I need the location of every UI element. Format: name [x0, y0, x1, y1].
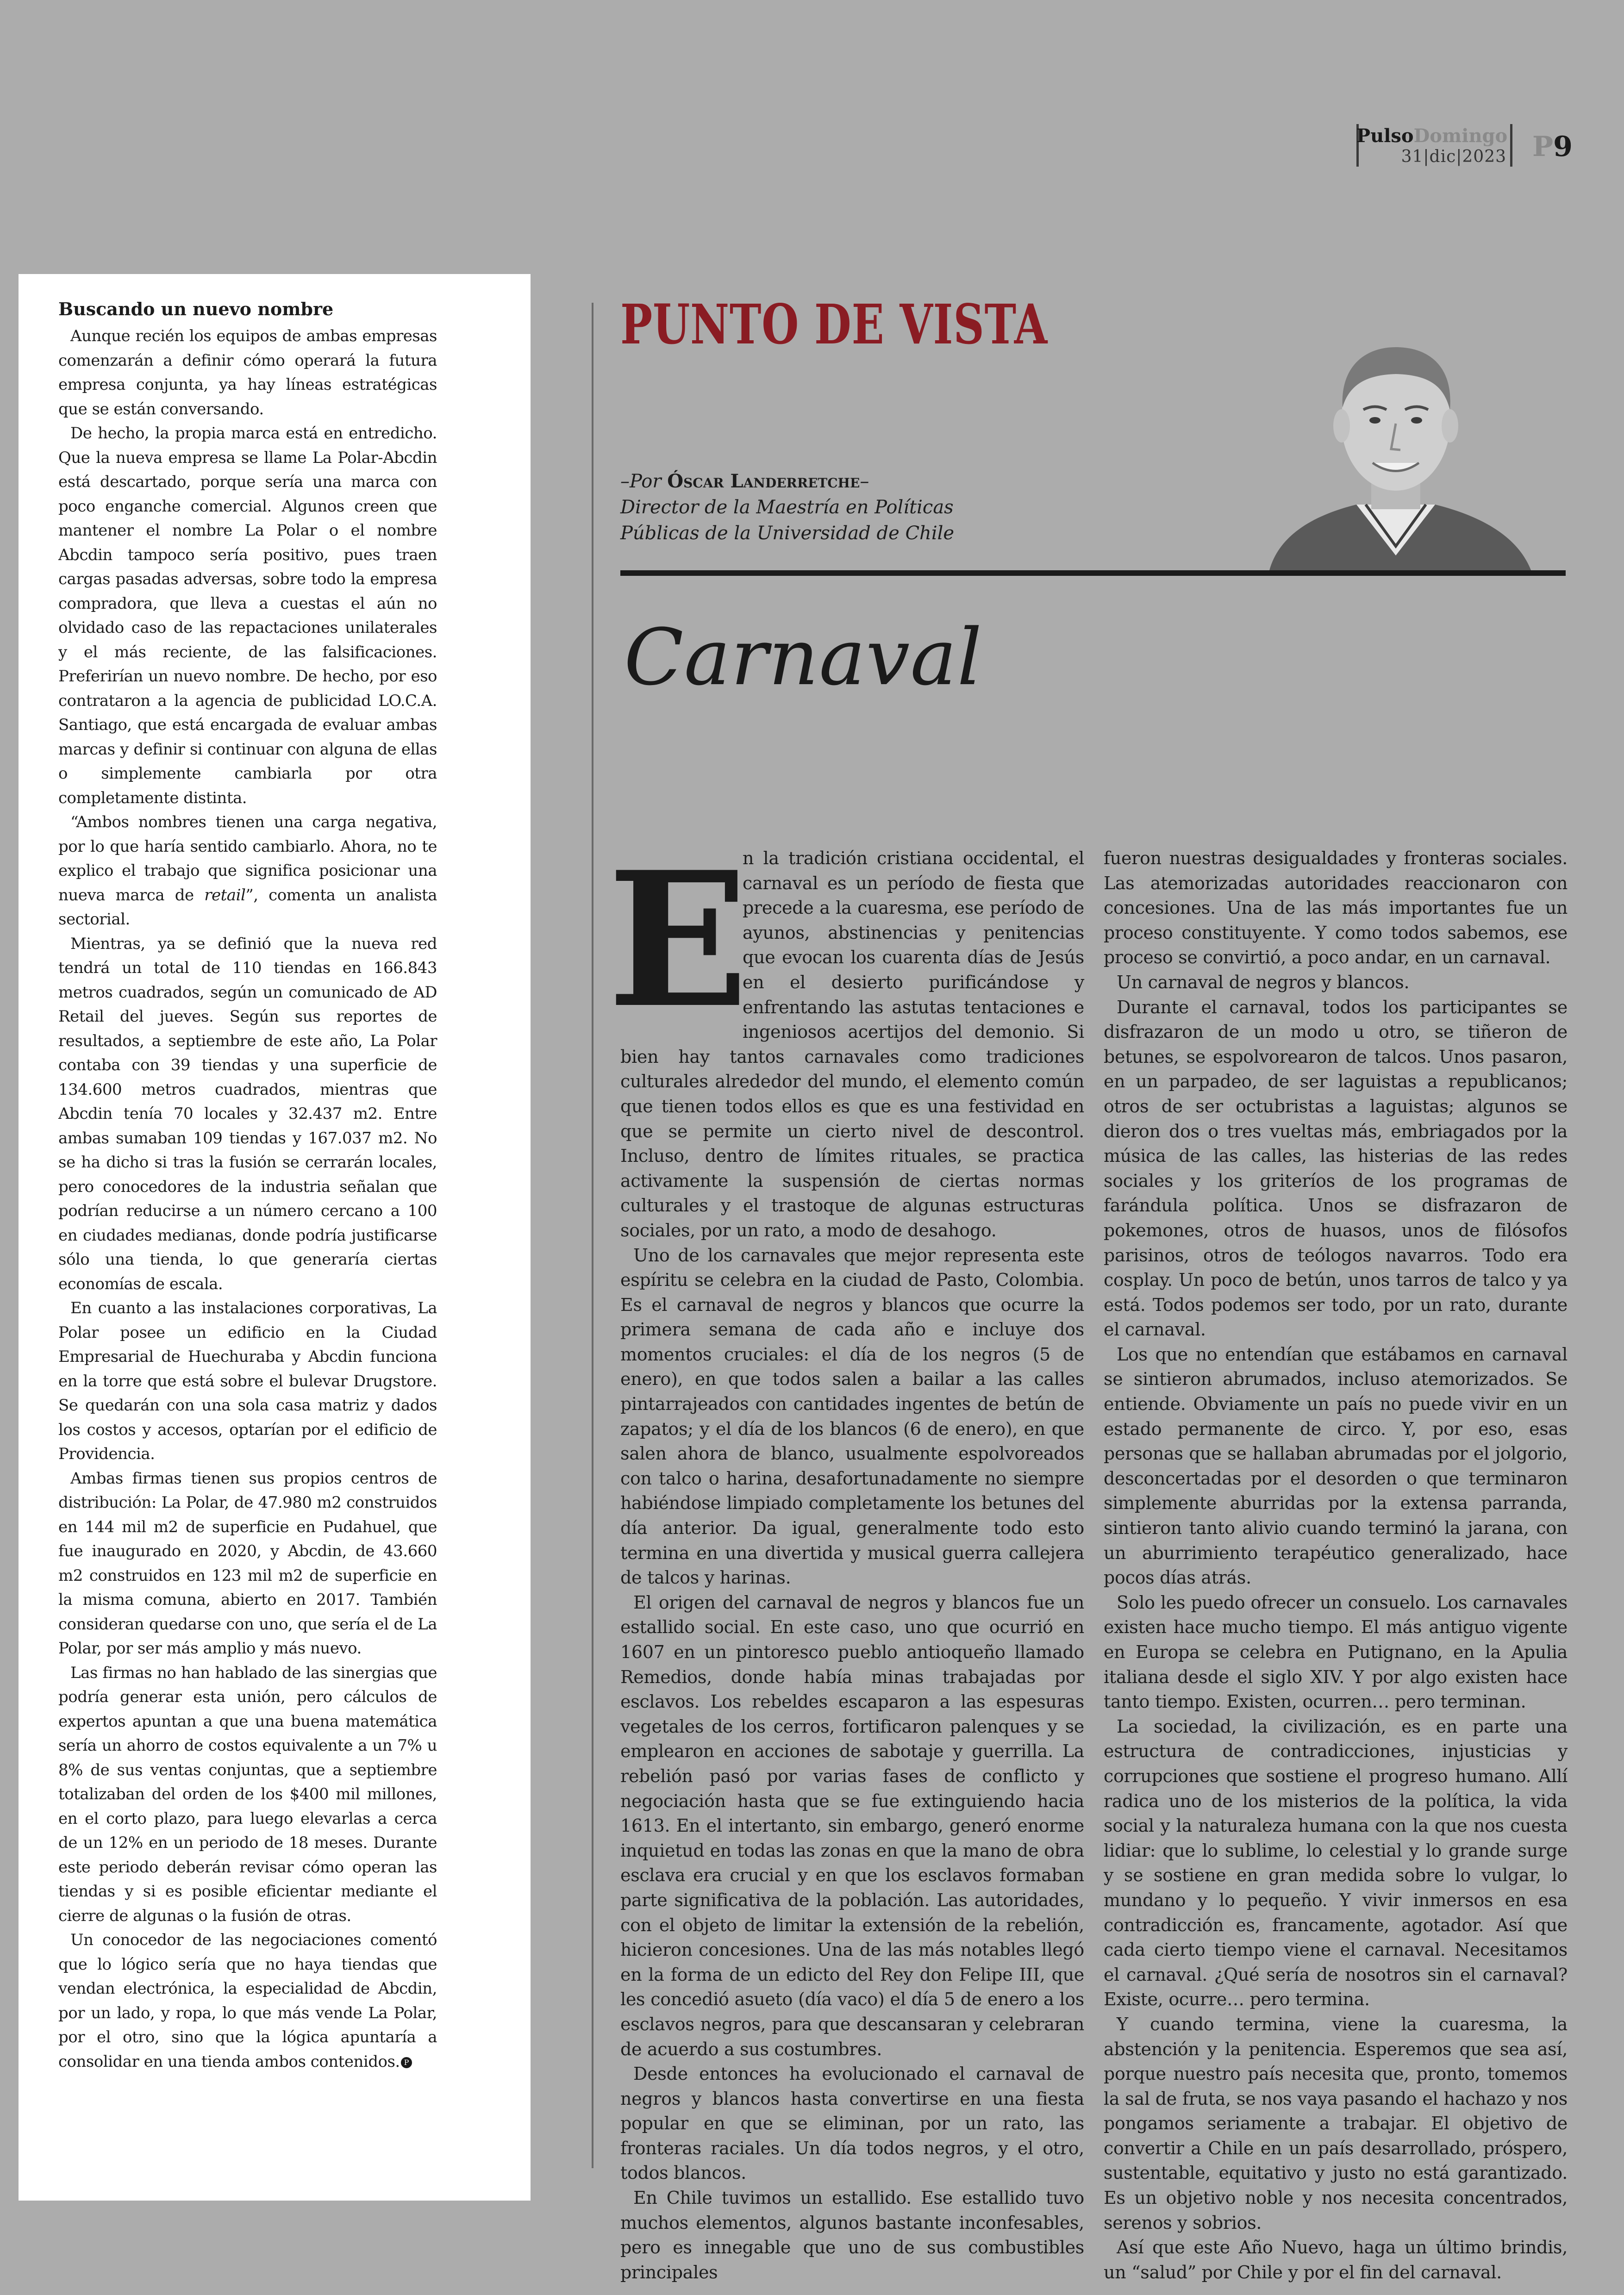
drop-cap: E	[607, 831, 749, 1049]
article-column-2	[1104, 846, 1568, 2285]
article-paragraph: Así que este Año Nuevo, haga un último brindis, un “salud” por Chile y por el fin del carnaval.	[1104, 2237, 1568, 2283]
sidebar-quote-paragraph: “Ambos nombres tienen una carga negativa, por lo que haría sentido cambiarlo. Ahora, no te explico el trabajo que significa posicionar una nueva marca de retail”, comenta un analista sectorial.	[58, 813, 437, 929]
masthead	[1356, 124, 1573, 170]
masthead-divider	[1510, 124, 1512, 167]
article-paragraph: Y cuando termina, viene la cuaresma, la abstención y la penitencia. Esperemos que sea así, porque nuestro país necesita que, pronto, tomemos la sal de fruta, se nos vaya pasando el hachazo y nos pongamos seriamente a trabajar. El objetivo de convertir a Chile en un país desarrollado, próspero, sustentable, equitativo y justo no está garantizado. Es un objetivo noble y nos necesita concentrados, serenos y sobrios.	[1104, 2014, 1568, 2233]
sidebar-paragraph: Aunque recién los equipos de ambas empresas comenzarán a definir cómo operará la futura empresa conjunta, ya hay líneas estratégicas que se están conversando.	[58, 327, 437, 418]
article-paragraph: Uno de los carnavales que mejor representa este espíritu se celebra en la ciudad de Pasto, Colombia. Es el carnaval de negros y blancos que ocurre la primera semana de cada año e incluye dos momentos cruciales: el día de los negros (5 de enero), en que todos salen a bailar a las calles pintarrajeados con cantidades ingentes de betún de zapatos; y el día de los blancos (6 de enero), en que salen ahora de blanco, usualmente espolvoreados con talco o harina, desafortunadamente no siempre habiéndose limpiado completamente los betunes del día anterior. Da igual, generalmente todo esto termina en una divertida y musical guerra callejera de talcos y harinas.	[620, 1245, 1084, 1588]
article-paragraph: Desde entonces ha evolucionado el carnaval de negros y blancos hasta convertirse en una fiesta popular en que se eliminan, por un rato, las fronteras raciales. Un día todos negros, y el otro, todos blancos.	[620, 2064, 1084, 2183]
article-paragraph: fueron nuestras desigualdades y fronteras sociales. Las atemorizadas autoridades reaccionaron con concesiones. Una de las más importantes fue un proceso constituyente. Y como todos sabemos, ese proceso se convirtió, a poco andar, en un carnaval.	[1104, 848, 1568, 968]
brand-name: PulsoDomingo	[1356, 125, 1508, 147]
article-paragraph: En Chile tuvimos un estallido. Ese estallido tuvo muchos elementos, algunos bastante inconfesables, pero es innegable que uno de sus combustibles principales	[620, 2188, 1084, 2283]
article-column-1	[607, 831, 1084, 2285]
sidebar-heading: Buscando un nuevo nombre	[58, 299, 334, 319]
sidebar-article	[19, 274, 531, 2201]
byline-author-line: –Por Óscar Landerretche–	[620, 470, 869, 492]
sidebar-paragraph: Las firmas no han hablado de las sinergias que podría generar esta unión, pero cálculos de expertos apuntan a que una buena matemática sería un ahorro de costos equivalente a un 7% u 8% de sus ventas conjuntas, que a septiembre totalizaban del orden de los $400 mil millones, en el corto plazo, para luego elevarlas a cerca de un 12% en un periodo de 18 meses. Durante este periodo deberán revisar cómo operan las tiendas y si es posible eficientar mediante el cierre de algunas o la fusión de otras.	[58, 1663, 437, 1925]
article-paragraph: Un carnaval de negros y blancos.	[1117, 972, 1410, 992]
article-paragraph: Los que no entendían que estábamos en carnaval se sintieron abrumados, incluso atemorizados. Se entiende. Obviamente un país no puede vivir en un estado permanente de circo. Y, por eso, esas personas que se hallaban abrumadas por el jolgorio, desconcertadas por el desorden o que terminaron simplemente aburridas por la extensa parranda, sintieron tanto alivio cuando terminó la jarana, con un aburrimiento terapéutico generalizado, hace pocos días atrás.	[1104, 1344, 1568, 1588]
header-rule	[620, 570, 1566, 576]
author-role: Públicas de la Universidad de Chile	[620, 523, 955, 544]
byline	[620, 468, 1037, 546]
end-mark-icon: P	[401, 2057, 412, 2068]
sidebar-paragraph: En cuanto a las instalaciones corporativas, La Polar posee un edificio en la Ciudad Empresarial de Huechuraba y Abcdin funciona en la torre que está sobre el bulevar Drugstore. Se quedarán con una sola casa matriz y dados los costos y accesos, optarían por el edificio de Providencia.	[58, 1299, 437, 1463]
sidebar-paragraph: Un conocedor de las negociaciones comentó que lo lógico sería que no haya tiendas que vendan electrónica, la especialidad de Abcdin, por un lado, y ropa, lo que más vende La Polar, por el otro, sino que la lógica apuntaría a consolidar en una tienda ambos contenidos. P	[58, 1931, 437, 2071]
article-paragraph: Solo les puedo ofrecer un consuelo. Los carnavales existen hace mucho tiempo. El más antiguo vigente en Europa se celebra en Putignano, en la Apulia italiana desde el siglo XIV. Y por algo existen hace tanto tiempo. Existen, ocurren… pero terminan.	[1104, 1592, 1568, 1712]
author-role: Director de la Maestría en Políticas	[620, 497, 954, 518]
section-title: PUNTO DE VISTA	[620, 292, 1048, 356]
page-number: P9	[1532, 131, 1573, 163]
issue-date: 31|dic|2023	[1401, 147, 1506, 166]
column-divider	[592, 303, 593, 2168]
article-paragraph: Durante el carnaval, todos los participantes se disfrazaron de un modo u otro, se tiñeron de betunes, se espolvorearon de talcos. Unos pasaron, en un parpadeo, de ser laguistas a republicanos; otros de ser octubristas a laguistas; algunos se dieron dos o tres vueltas más, embriagados por la música de las calles, las histerias de las redes sociales y los griteríos de los programas de farándula política. Unos se disfrazaron de pokemones, otros de huasos, unos de filósofos parisinos, otros de teólogos navarros. Todo era cosplay. Un poco de betún, unos tarros de talco y ya está. Todos podemos ser todo, por un rato, durante el carnaval.	[1104, 997, 1568, 1340]
sidebar-paragraph: Mientras, ya se definió que la nueva red tendrá un total de 110 tiendas en 166.843 metros cuadrados, según un comunicado de AD Retail del jueves. Según sus reportes de resultados, a septiembre de este año, La Polar contaba con 39 tiendas y una superficie de 134.600 metros cuadrados, mientras que Abcdin tenía 70 locales y 32.437 m2. Entre ambas sumaban 109 tiendas y 167.037 m2. No se ha dicho si tras la fusión se cerrarán locales, pero conocedores de la industria señalan que podrían reducirse a un número cercano a 100 en ciudades medianas, donde podría justificarse sólo una tienda, lo que generaría ciertas economías de escala.	[58, 934, 437, 1293]
author-portrait	[1250, 315, 1542, 574]
article-paragraph: El origen del carnaval de negros y blancos fue un estallido social. En este caso, uno que ocurrió en 1607 en un pintoresco pueblo antioqueño llamado Remedios, donde había minas trabajadas por esclavos. Los rebeldes escaparon a las espesuras vegetales de los cerros, fortificaron palenques y se emplearon en acciones de sabotaje y guerrilla. La rebelión pasó por varias fases de conflicto y negociación hasta que se fue extinguiendo hacia 1613. En el intertanto, sin embargo, generó enorme inquietud en todas las zonas en que la mano de obra esclava era crucial y en que los esclavos formaban parte significativa de la población. Las autoridades, con el objeto de limitar la extensión de la rebelión, hicieron concesiones. Una de las más notables llegó en la forma de un edicto del Rey don Felipe III, que les concedió asueto (día vaco) el día 5 de enero a los esclavos negros, para que descansaran y celebraran de acuerdo a sus costumbres.	[620, 1592, 1084, 2059]
lead-paragraph: E n la tradición cristiana occidental, el carnaval es un período de fiesta que precede a la cuaresma, ese período de ayunos, abstinencias y penitencias que evocan los cuarenta días de Jesús en el desierto purificándose y enfrentando las astutas tentaciones e ingeniosos acertijos del demonio. Si bien hay tantos carnavales como tradiciones culturales alrededor del mundo, el elemento común que tienen todos ellos es que es una festividad en que se permite un cierto nivel de descontrol. Incluso, dentro de límites rituales, se practica activamente la suspensión de ciertas normas culturales y el trastoque de algunas estructuras sociales, por un rato, a modo de desahogo.	[607, 831, 1084, 1241]
sidebar-paragraph: Ambas firmas tienen sus propios centros de distribución: La Polar, de 47.980 m2 construidos en 144 mil m2 de superficie en Pudahuel, que fue inaugurado en 2020, y Abcdin, de 43.660 m2 construidos en 123 mil m2 de superficie en la misma comuna, abierto en 2017. También consideran quedarse con uno, que sería el de La Polar, por ser más amplio y más nuevo.	[58, 1469, 437, 1658]
headline: Carnaval	[624, 612, 983, 703]
article-paragraph: La sociedad, la civilización, es en parte una estructura de contradicciones, injusticias y corrupciones que sostiene el progreso humano. Allí radica uno de los misterios de la política, la vida social y la naturaleza humana con la que nos cuesta lidiar: que lo sublime, lo celestial y lo grande surge y se sostiene en gran medida sobre lo vulgar, lo mundano y lo pequeño. Y vivir inmersos en esa contradicción es, francamente, agotador. Así que cada cierto tiempo viene el carnaval. Necesitamos el carnaval. ¿Qué sería de nosotros sin el carnaval? Existe, ocurre… pero termina.	[1104, 1716, 1568, 2010]
sidebar-paragraph: De hecho, la propia marca está en entredicho. Que la nueva empresa se llame La Polar-Abcdin está descartado, porque sería una marca con poco enganche comercial. Algunos creen que mantener el nombre La Polar o el nombre Abcdin tampoco sería positivo, pues traen cargas pasadas adversas, sobre todo la empresa compradora, que lleva a cuestas el aún no olvidado caso de las repactaciones unilaterales y el más reciente, de las falsificaciones. Preferirían un nuevo nombre. De hecho, por eso contrataron a la agencia de publicidad LO.C.A. Santiago, que está encargada de evaluar ambas marcas y definir si continuar con alguna de ellas o simplemente cambiarla por otra completamente distinta.	[58, 424, 437, 807]
